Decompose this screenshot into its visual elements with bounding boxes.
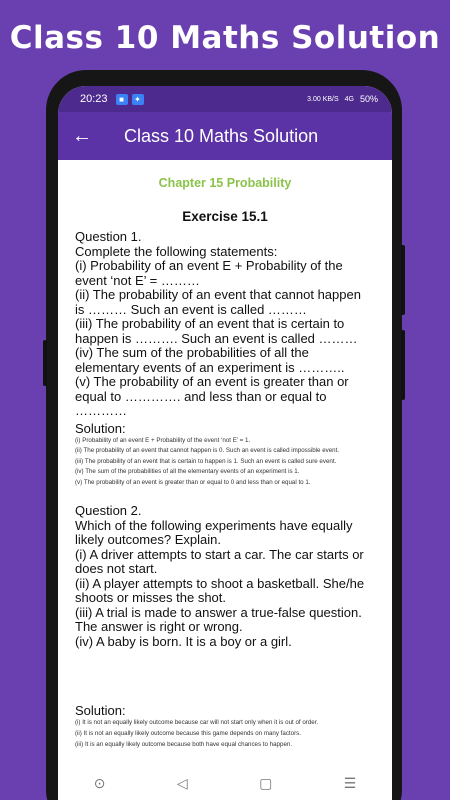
question-line: (iv) A baby is born. It is a boy or a girl. bbox=[75, 633, 292, 649]
question-label: Question 2. bbox=[75, 503, 142, 519]
solution-line: (iii) The probability of an event that is certain to happen is 1. Such an event is called sure event. bbox=[75, 457, 337, 465]
solution-line: (iv) The sum of the probabilities of all the elementary events of an experiment is 1. bbox=[75, 468, 300, 476]
question-line: (iii) A trial is made to answer a true-false question. bbox=[75, 604, 362, 620]
system-nav-bar bbox=[58, 766, 392, 800]
phone-side-button bbox=[401, 245, 405, 315]
question-text bbox=[75, 245, 392, 419]
question-line: (ii) The probability of an event that cannot happen bbox=[75, 287, 361, 302]
solution-label: Solution: bbox=[75, 420, 126, 436]
solution-label: Solution: bbox=[75, 703, 126, 719]
question-text bbox=[75, 519, 392, 650]
question-line: (iv) The sum of the probabilities of all the bbox=[75, 345, 309, 360]
question-line: (v) The probability of an event is greater than or bbox=[75, 374, 349, 389]
question-line: likely outcomes? Explain. bbox=[75, 532, 221, 548]
solution-line: (i) It is not an equally likely outcome because car will not start only when it is out of order. bbox=[75, 719, 319, 727]
menu-lines-icon[interactable]: ☰ bbox=[343, 774, 357, 791]
phone-side-button bbox=[43, 340, 47, 386]
question-line: elementary events of an experiment is ……….. bbox=[75, 359, 345, 375]
phone-side-button bbox=[401, 330, 405, 400]
status-time: 20:23 bbox=[80, 93, 108, 105]
solution-line: (iii) It is an equally likely outcome because both have equal chances to happen. bbox=[75, 740, 293, 748]
solution-line: (ii) It is not an equally likely outcome because this game depends on many factors. bbox=[75, 730, 301, 738]
question-line: Complete the following statements: bbox=[75, 243, 278, 259]
net-speed: 3.00 KB/S bbox=[307, 95, 339, 103]
question-label: Question 1. bbox=[75, 229, 142, 244]
exercise-title: Exercise 15.1 bbox=[182, 209, 268, 224]
notification-icon: ■ bbox=[116, 94, 128, 105]
question-line: is ……… Such an event is called ……… bbox=[75, 301, 307, 317]
app-notification-icon: ✦ bbox=[132, 94, 144, 105]
question-line: event ‘not E’ = ……… bbox=[75, 272, 200, 288]
question-line: ………… bbox=[75, 403, 127, 418]
question-line: (iii) The probability of an event that is certain to bbox=[75, 316, 345, 331]
app-bar-title: Class 10 Maths Solution bbox=[124, 125, 319, 146]
back-triangle-icon[interactable]: ◁ bbox=[176, 774, 188, 791]
solution-text bbox=[75, 436, 392, 489]
promo-title: Class 10 Maths Solution bbox=[9, 20, 441, 56]
question-line: (i) Probability of an event E + Probability of the bbox=[75, 258, 343, 273]
question-line: shoots or misses the shot. bbox=[75, 590, 227, 606]
status-bar bbox=[58, 86, 392, 112]
question-line: (ii) A player attempts to shoot a basketball. She/he bbox=[75, 575, 365, 591]
back-arrow-icon[interactable]: ← bbox=[72, 124, 92, 147]
question-line: The answer is right or wrong. bbox=[75, 619, 243, 635]
question-line: equal to …………. and less than or equal to bbox=[75, 388, 327, 404]
question-line: (i) A driver attempts to start a car. The car starts or bbox=[75, 546, 364, 562]
question-line: happen is ………. Such an event is called ……… bbox=[75, 330, 358, 346]
phone-screen bbox=[58, 86, 392, 800]
app-bar bbox=[58, 112, 392, 160]
question-line: does not start. bbox=[75, 561, 158, 577]
solution-line: (v) The probability of an event is greater than or equal to 0 and less than or equal to 1. bbox=[75, 478, 311, 486]
question-line: Which of the following experiments have equally bbox=[75, 517, 353, 533]
solution-line: (i) Probability of an event E + Probability of the event ‘not E’ = 1. bbox=[75, 436, 251, 444]
solution-line: (ii) The probability of an event that cannot happen is 0. Such an event is called impossible event. bbox=[75, 447, 340, 455]
chapter-title: Chapter 15 Probability bbox=[158, 176, 292, 190]
solution-text bbox=[75, 718, 392, 750]
battery-level: 50% bbox=[359, 94, 378, 104]
home-square-icon[interactable]: ▢ bbox=[259, 774, 273, 791]
assistant-circle-icon[interactable]: ⊙ bbox=[93, 774, 106, 791]
signal-icon: 4G bbox=[344, 95, 354, 103]
solution-content bbox=[58, 160, 392, 750]
